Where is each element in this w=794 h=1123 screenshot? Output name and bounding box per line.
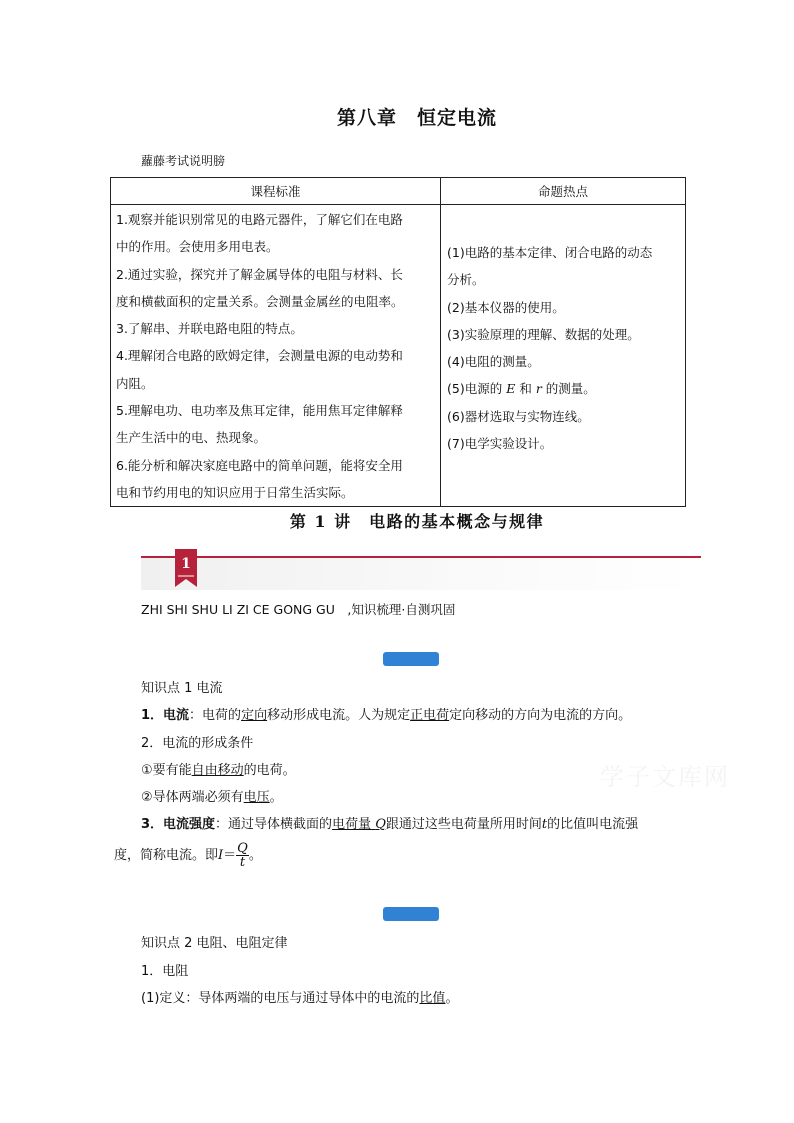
hotspot-line: (4)电阻的测量。 — [447, 354, 540, 370]
section-badge-number: 1 — [181, 556, 191, 572]
text-run: 定向移动的方向为电流的方向。 — [449, 708, 632, 723]
hotspot-line-tail: 的测量。 — [545, 381, 596, 397]
text-run: 度，简称电流。即 — [114, 848, 219, 863]
hotspot-line: (6)器材选取与实物连线。 — [447, 408, 590, 424]
hotspot-line: (1)电路的基本定律、闭合电路的动态 — [447, 245, 653, 260]
kp2-paragraph-2 — [141, 987, 458, 1006]
symbol-r: r — [535, 381, 542, 397]
standard-line: 中的作用。会使用多用电表。 — [116, 239, 279, 255]
text-run: 。 — [248, 848, 262, 863]
answer-underlined: 自由移动 — [191, 763, 244, 778]
standard-line: 度和横截面积的定量关系。会测量金属丝的电阻率。 — [116, 293, 404, 309]
syllabus-table — [110, 177, 686, 507]
exam-section-label: 蘿藤考试说明膀 — [141, 154, 226, 168]
kp1-paragraph-2: 2．电流的形成条件 — [141, 736, 254, 751]
standard-line: 3.了解串、并联电路电阻的特点。 — [116, 321, 303, 337]
table-row — [111, 205, 686, 507]
text-run: ：电荷的 — [189, 708, 242, 723]
header-course-standard: 课程标准 — [111, 178, 441, 205]
text-run: (1)定义：导体两端的电压与通过导体中的电流的 — [141, 991, 420, 1006]
standard-line: 2.通过实验，探究并了解金属导体的电阻与材料、长 — [116, 266, 403, 282]
term-label: 3．电流强度 — [141, 817, 216, 832]
symbol-E: E — [506, 381, 516, 397]
kp1-paragraph-3 — [141, 759, 296, 778]
term-label: 1．电流 — [141, 708, 190, 723]
kp1-paragraph-4 — [141, 786, 283, 805]
kp1-title: 知识点 1 电流 — [141, 681, 223, 696]
standard-line: 4.理解闭合电路的欧姆定律，会测量电源的电动势和 — [116, 348, 403, 364]
standard-line: 内阻。 — [116, 375, 154, 391]
answer-text: 电荷量 — [332, 817, 372, 832]
text-run: 跟通过这些电荷量所用时间 — [385, 817, 542, 832]
section-subtitle: ZHI SHI SHU LI ZI CE GONG GU ,知识梳理·自测巩固 — [141, 602, 456, 617]
kp1-paragraph-6 — [114, 842, 262, 869]
standard-line: 1.观察并能识别常见的电路元器件，了解它们在电路 — [116, 212, 403, 227]
kp1-paragraph-5 — [141, 813, 638, 832]
text-run: 的电荷。 — [243, 763, 296, 778]
text-run: 移动形成电流。人为规定 — [267, 708, 411, 723]
text-run: ①要有能 — [141, 763, 192, 778]
chapter-title: 第八章 恒定电流 — [336, 107, 497, 129]
conjunction: 和 — [519, 381, 532, 397]
kp2-title: 知识点 2 电阻、电阻定律 — [141, 936, 288, 951]
hotspot-line — [447, 375, 679, 402]
kp2-paragraph-1: 1．电阻 — [141, 964, 189, 979]
text-run: 。 — [269, 790, 283, 805]
answer-underlined: 电压 — [243, 790, 270, 805]
course-standard-cell — [111, 205, 441, 507]
text-run: 的比值叫电流强 — [547, 817, 639, 832]
lesson-title: 第 1 讲 电路的基本概念与规律 — [289, 512, 545, 531]
answer-underlined: 正电荷 — [410, 708, 450, 723]
section-pill-marker — [383, 907, 439, 921]
fraction-numerator: Q — [237, 841, 248, 856]
kp1-paragraph-1 — [141, 704, 631, 723]
hotspot-line: (7)电学实验设计。 — [447, 436, 553, 452]
text-run: ：通过导体横截面的 — [215, 817, 333, 832]
text-run: ②导体两端必须有 — [141, 790, 244, 805]
table-header-row — [111, 178, 686, 205]
hotspot-line: (3)实验原理的理解、数据的处理。 — [447, 326, 640, 342]
equals-sign: ＝ — [223, 848, 237, 863]
answer-underlined: 比值 — [419, 991, 446, 1006]
section-banner-rule — [141, 556, 701, 558]
symbol-I: I — [218, 848, 224, 863]
hotspot-line: 分析。 — [447, 272, 485, 288]
standard-line: 6.能分析和解决家庭电路中的简单问题，能将安全用 — [116, 457, 403, 473]
formula-fraction — [236, 842, 249, 869]
standard-line: 生产生活中的电、热现象。 — [116, 430, 267, 446]
answer-underlined: 定向 — [241, 708, 268, 723]
header-exam-hotspots: 命题热点 — [441, 178, 686, 205]
text-run: 。 — [445, 991, 459, 1006]
symbol-Q: Q — [375, 817, 386, 832]
exam-hotspots-cell — [441, 205, 686, 507]
standard-line: 5.理解电功、电功率及焦耳定律，能用焦耳定律解释 — [116, 403, 403, 419]
standard-line: 电和节约用电的知识应用于日常生活实际。 — [116, 484, 354, 500]
section-pill-marker — [383, 652, 439, 666]
answer-underlined — [332, 817, 386, 832]
fraction-denominator: t — [239, 855, 246, 870]
section-banner-band — [141, 558, 701, 590]
watermark: 学子文库网 — [600, 763, 730, 791]
hotspot-line-text: (5)电源的 — [447, 381, 503, 397]
symbol-t: t — [541, 817, 548, 832]
hotspot-line: (2)基本仪器的使用。 — [447, 299, 565, 315]
